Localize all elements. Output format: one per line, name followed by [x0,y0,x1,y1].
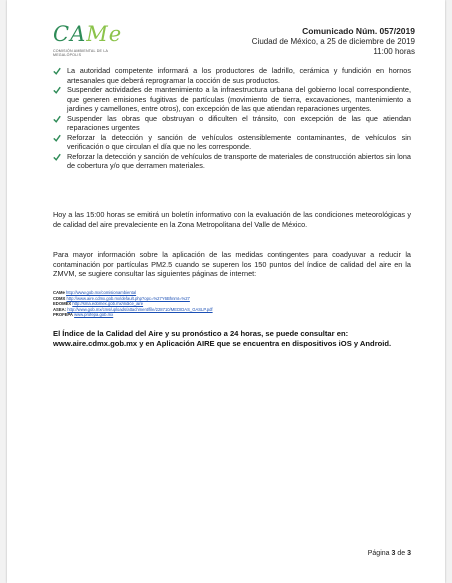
list-item [53,312,411,318]
bulletin-paragraph: Hoy a las 15:00 horas se emitirá un boletín informativo con la evaluación de las condiciones meteorológicas y de calidad del aire prevaleciente en la Zona Metropolitana del Valle de México. [53,210,411,229]
measures-list [53,66,411,171]
ref-label: PROFEPA [53,312,73,318]
ref-link[interactable]: http://www.gob.mx/cms/uploads/attachment/file/228710/MEDIDAS_GASLP.pdf [67,306,213,312]
ref-label: EDOMEX [53,301,72,307]
checkmark-icon [53,115,61,123]
list-item [53,114,411,133]
air-quality-notice: El Índice de la Calidad del Aire y su pronóstico a 24 horas, se puede consultar en: www.aire.cdmx.gob.mx y en Aplicación AIRE que se encuentra en dispositivos iOS y Android. [53,329,392,349]
logo-text-me: Me [86,22,123,46]
place-date: Ciudad de México, a 25 de diciembre de 2019 [251,36,415,46]
list-item-text: Reforzar la detección y sanción de vehículos ostensiblemente contaminantes, de vehículos sin verificación o que circulan el día que no les corresponde. [67,132,411,151]
document-page [7,0,445,583]
info-paragraph: Para mayor información sobre la aplicación de las medidas contingentes para coadyuvar a reducir la contaminación por partículas PM2.5 cuando se superen los 150 puntos del índice de calidad del aire en la ZMVM, se sugiere consultar las siguientes páginas de internet: [53,250,411,278]
issue-time: 11:00 horas [373,47,415,56]
ref-label: ASEA: [53,306,67,312]
logo-text-ca: CA [53,22,87,46]
list-item [53,66,411,85]
ref-link[interactable]: http://www.aire.cdmx.gob.mx/default.php?opc=%27Y6BhnmI=%27 [66,295,190,301]
list-item-text: Reforzar la detección y sanción de vehículos de transporte de materiales de construcción abiertos sin lona de cobertura y/o que derramen materiales. [67,151,411,170]
page-number: Página 3 de 3 [367,550,411,557]
ref-label: CDMX [53,295,66,301]
reference-links [53,290,411,318]
list-item-text: Suspender actividades de mantenimiento a la infraestructura urbana del gobierno local correspondiente, que generen emisiones fugitivas de partículas (movimiento de tierra, excavaciones, mantenimiento a jardines y camellones, entre otros), con excepción de las que atiendan reparaciones urgentes. [67,85,411,113]
list-item-text: Suspender las obras que obstruyan o dificulten el tránsito, con excepción de las que atiendan reparaciones urgentes [67,113,411,132]
communique-number: Comunicado Núm. 057/2019 [302,26,415,36]
ref-link[interactable]: www.profepa.gob.mx [74,312,114,318]
came-logo [47,22,129,62]
list-item-text: La autoridad competente informará a los productores de ladrillo, cerámica y fundición en hornos artesanales que deberá reprogramar la cocción de sus productos. [67,66,411,85]
checkmark-icon [53,86,61,94]
document-header [252,26,415,58]
list-item [53,85,411,114]
list-item [53,152,411,171]
checkmark-icon [53,67,61,75]
checkmark-icon [53,153,61,161]
logo-subtitle: COMISIÓN AMBIENTAL DE LA MEGALÓPOLIS [53,49,108,58]
ref-link[interactable]: http://www.gob.mx/comisionambiental [66,290,137,295]
ref-label: CAMe [53,290,65,295]
checkmark-icon [53,134,61,142]
ref-link[interactable]: http://sma.edomex.gob.mx/indice_aire [72,301,144,307]
list-item [53,133,411,152]
